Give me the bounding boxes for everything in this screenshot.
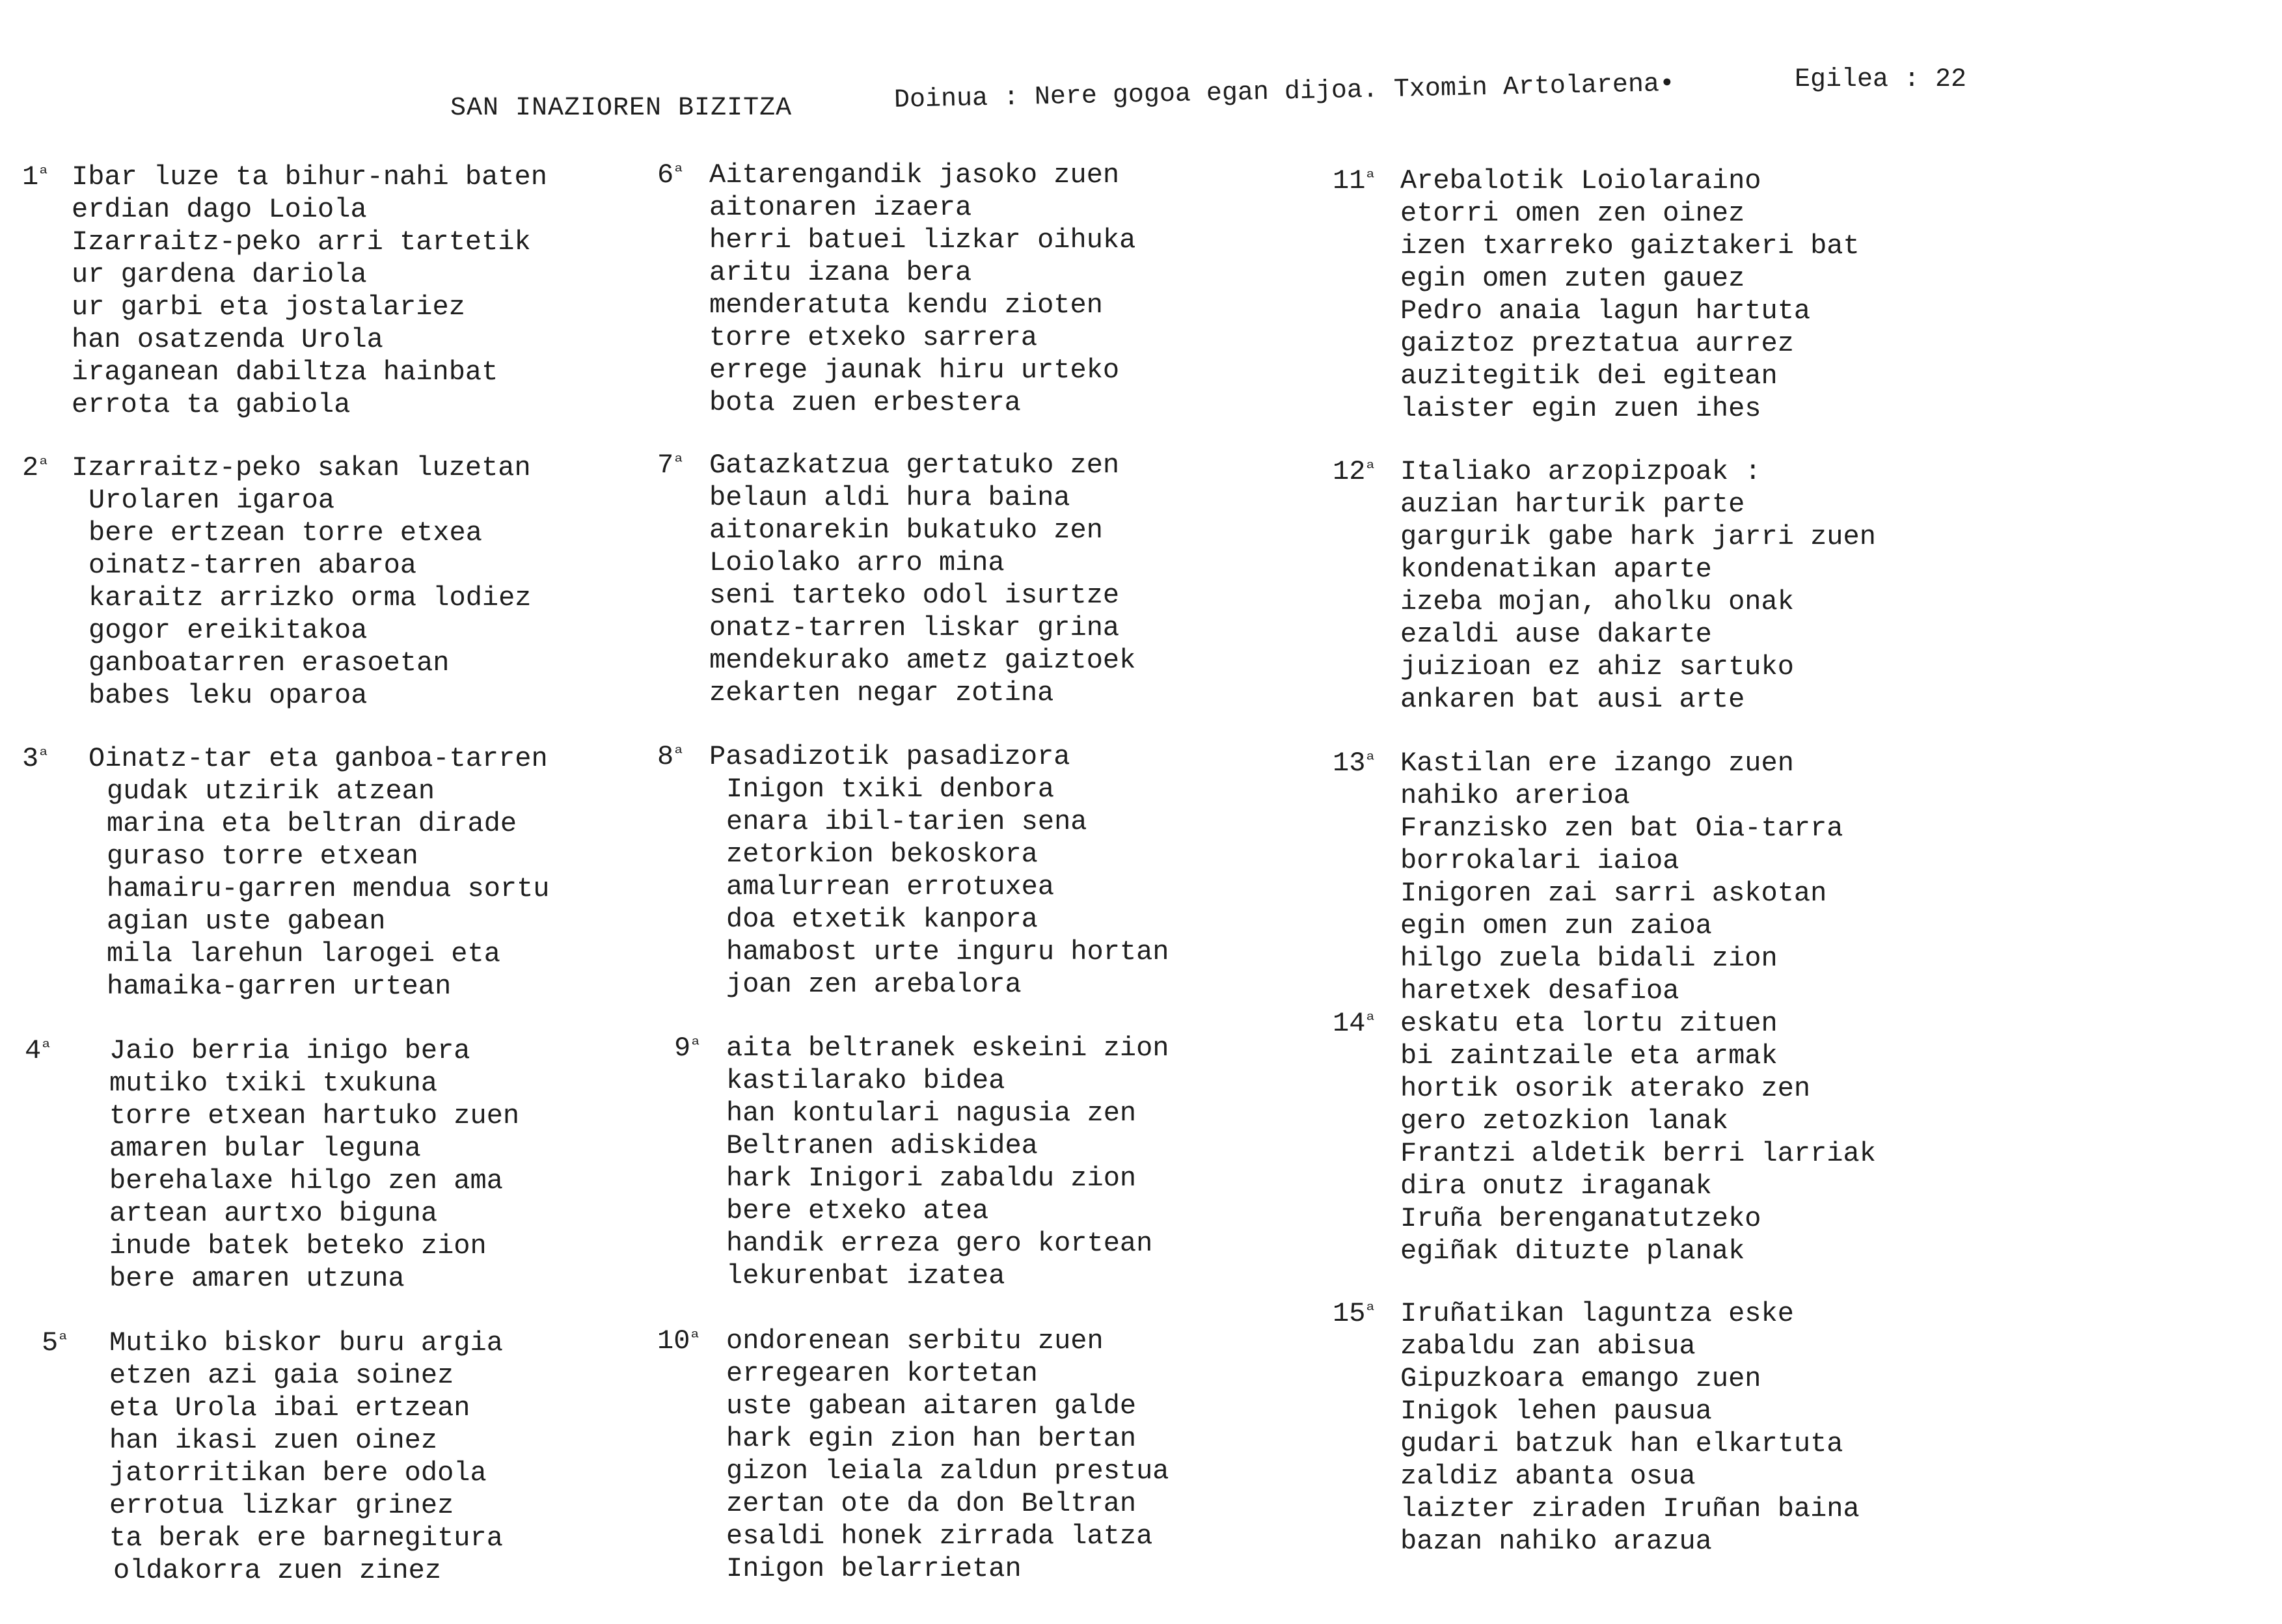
verse-line: inude batek beteko zion (109, 1230, 487, 1262)
verse-line: Mutiko biskor buru argia (109, 1327, 503, 1359)
verse-line: doa etxetik kanpora (726, 904, 1038, 935)
verse-line: ankaren bat ausi arte (1400, 684, 1745, 715)
verse-line: esaldi honek zirrada latza (726, 1521, 1153, 1552)
verse-line: hortik osorik aterako zen (1400, 1073, 1811, 1104)
stanza-number: $8^ª$ (657, 741, 684, 772)
verse-line: seni tarteko odol isurtze (709, 580, 1120, 611)
verse-line: aita beltranek eskeini zion (726, 1033, 1169, 1064)
stanza-number: $4^ª$ (25, 1035, 51, 1066)
verse-line: eskatu eta lortu zituen (1400, 1008, 1778, 1039)
verse-line: Oinatz-tar eta ganboa-tarren (88, 743, 548, 774)
stanza-lines (1400, 1007, 1876, 1267)
verse-line: onatz-tarren liskar grina (709, 612, 1120, 643)
stanza-number: $13^ª$ (1333, 748, 1376, 779)
page-header (0, 62, 2282, 141)
verse-line: mutiko txiki txukuna (109, 1068, 438, 1099)
verse-line: amaren bular leguna (109, 1133, 421, 1164)
verse-line: etzen azi gaia soinez (109, 1360, 454, 1391)
verse-line: Izarraitz-peko arri tartetik (72, 226, 531, 258)
stanza-number: $10^ª$ (657, 1325, 701, 1357)
verse-line: bi zaintzaile eta armak (1400, 1040, 1778, 1072)
stanza-lines (88, 742, 550, 1003)
verse-line: gero zetozkion lanak (1400, 1105, 1729, 1137)
verse-line: ondorenean serbitu zuen (726, 1325, 1104, 1357)
verse-line: errotua lizkar grinez (109, 1490, 454, 1521)
stanza-number: $9^ª$ (674, 1033, 701, 1064)
verse-line: artean aurtxo biguna (109, 1198, 438, 1229)
verse-line: Inigon txiki denbora (726, 774, 1055, 805)
verse-line: hamairu-garren mendua sortu (107, 873, 550, 904)
author-page-number: Egilea : 22 (1795, 65, 1967, 94)
verse-line: egin omen zun zaioa (1400, 910, 1712, 941)
verse-line: han osatzenda Urola (72, 324, 383, 355)
verse-line: bere amaren utzuna (109, 1263, 405, 1294)
verse-line: zekarten negar zotina (709, 677, 1054, 709)
verse-line: bota zuen erbestera (709, 387, 1021, 418)
verse-line: Izarraitz-peko sakan luzetan (72, 452, 531, 483)
verse-line: berehalaxe hilgo zen ama (109, 1165, 503, 1197)
verse-line: Inigon belarrietan (726, 1553, 1022, 1584)
verse-line: Ibar luze ta bihur-nahi baten (72, 161, 547, 193)
verse-line: oinatz-tarren abaroa (88, 550, 417, 581)
verse-line: hamabost urte inguru hortan (726, 936, 1169, 968)
stanza-number: $7^ª$ (657, 450, 684, 481)
verse-line: uste gabean aitaren galde (726, 1390, 1137, 1422)
verse-line: amalurrean errotuxea (726, 871, 1055, 902)
stanza-lines (72, 452, 532, 712)
verse-line: herri batuei lizkar oihuka (709, 224, 1136, 256)
verse-line: izen txarreko gaiztakeri bat (1400, 230, 1860, 262)
verse-line: torre etxeko sarrera (709, 322, 1038, 353)
verse-line: izeba mojan, aholku onak (1400, 586, 1794, 617)
verse-line: etorri omen zen oinez (1400, 198, 1745, 229)
verse-line: iraganean dabiltza hainbat (72, 357, 498, 388)
verse-line: torre etxean hartuko zuen (109, 1100, 520, 1131)
verse-line: Aitarengandik jasoko zuen (709, 159, 1120, 191)
verse-line: zaldiz abanta osua (1400, 1461, 1696, 1492)
verse-line: han ikasi zuen oinez (109, 1425, 438, 1456)
verse-line: Pedro anaia lagun hartuta (1400, 295, 1811, 327)
verse-line: kondenatikan aparte (1400, 554, 1712, 585)
verse-line: Gipuzkoara emango zuen (1400, 1363, 1761, 1394)
stanza-lines (726, 1032, 1169, 1292)
verse-line: Frantzi aldetik berri larriak (1400, 1138, 1876, 1169)
stanza-number: $15^ª$ (1333, 1298, 1376, 1329)
verse-line: Pasadizotik pasadizora (709, 741, 1070, 772)
verse-line: juizioan ez ahiz sartuko (1400, 651, 1794, 683)
verse-line: eta Urola ibai ertzean (109, 1392, 470, 1424)
stanza-lines (1400, 747, 1843, 1007)
verse-line: zabaldu zan abisua (1400, 1331, 1696, 1362)
verse-line: menderatuta kendu zioten (709, 290, 1103, 321)
poem-title: SAN INAZIOREN BIZITZA (450, 94, 793, 123)
stanza-lines (1400, 455, 1876, 716)
verse-line: gargurik gabe hark jarri zuen (1400, 521, 1876, 552)
verse-line: Beltranen adiskidea (726, 1130, 1038, 1161)
verse-line: zetorkion bekoskora (726, 839, 1038, 870)
verse-line: bere etxeko atea (726, 1195, 989, 1226)
verse-line: hark egin zion han bertan (726, 1423, 1137, 1454)
verse-line: gogor ereikitakoa (88, 615, 368, 646)
stanza-lines (72, 161, 547, 421)
verse-line: guraso torre etxean (107, 841, 418, 872)
verse-line: Italiako arzopizpoak : (1400, 456, 1761, 487)
stanza-lines (1400, 1297, 1860, 1558)
verse-line: bazan nahiko arazua (1400, 1526, 1712, 1557)
verse-line: erdian dago Loiola (72, 194, 367, 225)
verse-line: han kontulari nagusia zen (726, 1098, 1137, 1129)
verse-line: mila larehun larogei eta (107, 938, 500, 969)
verse-line: ganboatarren erasoetan (88, 647, 450, 679)
verse-line: gudak utzirik atzean (107, 776, 435, 807)
verse-line: bere ertzean torre etxea (88, 517, 482, 548)
verse-line: Franzisko zen bat Oia-tarra (1400, 813, 1843, 844)
verse-line: auzitegitik dei egitean (1400, 360, 1778, 392)
stanza-number: $6^ª$ (657, 159, 684, 191)
verse-line: zertan ote da don Beltran (726, 1488, 1137, 1519)
verse-line: ur gardena dariola (72, 259, 367, 290)
verse-line: gizon leiala zaldun prestua (726, 1455, 1169, 1487)
verse-line: borrokalari iaioa (1400, 845, 1679, 876)
stanza-number: $12^ª$ (1333, 456, 1376, 487)
stanza-lines (726, 1325, 1169, 1585)
verse-line: erregearen kortetan (726, 1358, 1038, 1389)
stanza-lines (709, 740, 1169, 1001)
stanza-lines (709, 449, 1135, 709)
stanza-number: $3^ª$ (22, 743, 49, 774)
verse-line: Inigok lehen pausua (1400, 1396, 1712, 1427)
stanza-number: $14^ª$ (1333, 1008, 1376, 1039)
verse-line: mendekurako ametz gaiztoek (709, 645, 1136, 676)
verse-line: ezaldi ause dakarte (1400, 619, 1712, 650)
verse-line: Jaio berria inigo bera (109, 1035, 470, 1066)
verse-line: dira onutz iraganak (1400, 1171, 1712, 1202)
verse-line: belaun aldi hura baina (709, 482, 1070, 513)
stanza-number: $2^ª$ (22, 452, 49, 483)
verse-line: gudari batzuk han elkartuta (1400, 1428, 1843, 1459)
verse-line: haretxek desafioa (1400, 975, 1679, 1007)
stanza-lines (709, 159, 1135, 419)
verse-line: agian uste gabean (107, 906, 386, 937)
verse-line: Kastilan ere izango zuen (1400, 748, 1794, 779)
verse-line: errota ta gabiola (72, 389, 351, 420)
verse-line: ta berak ere barnegitura (109, 1522, 503, 1554)
verse-line: laister egin zuen ihes (1400, 393, 1761, 424)
verse-line: joan zen arebalora (726, 969, 1022, 1000)
verse-line: Inigoren zai sarri askotan (1400, 878, 1827, 909)
verse-line: Loiolako arro mina (709, 547, 1005, 578)
verse-line: egin omen zuten gauez (1400, 263, 1745, 294)
verse-line: ur garbi eta jostalariez (72, 291, 465, 323)
verse-line: auzian harturik parte (1400, 489, 1745, 520)
verse-line: hilgo zuela bidali zion (1400, 943, 1778, 974)
verse-line: jatorritikan bere odola (109, 1457, 487, 1489)
verse-line: enara ibil-tarien sena (726, 806, 1087, 837)
verse-line: laizter ziraden Iruñan baina (1400, 1493, 1860, 1524)
verse-line: errege jaunak hiru urteko (709, 355, 1120, 386)
verse-line: oldakorra zuen zinez (113, 1555, 442, 1586)
stanza-number: $1^ª$ (22, 161, 49, 193)
stanza-lines (109, 1327, 503, 1587)
verse-line: hark Inigori zabaldu zion (726, 1163, 1137, 1194)
verse-line: Gatazkatzua gertatuko zen (709, 450, 1120, 481)
verse-line: Iruñatikan laguntza eske (1400, 1298, 1794, 1329)
verse-line: marina eta beltran dirade (107, 808, 517, 839)
verse-line: handik erreza gero kortean (726, 1228, 1153, 1259)
stanza-lines (1400, 165, 1860, 425)
verse-line: nahiko arerioa (1400, 780, 1630, 811)
verse-line: hamaika-garren urtean (107, 971, 452, 1002)
verse-line: egiñak dituzte planak (1400, 1236, 1745, 1267)
verse-line: lekurenbat izatea (726, 1260, 1005, 1292)
stanza-lines (109, 1035, 519, 1295)
verse-line: karaitz arrizko orma lodiez (88, 582, 532, 614)
stanza-number: $5^ª$ (42, 1327, 68, 1359)
verse-line: babes leku oparoa (88, 680, 368, 711)
verse-line: Arebalotik Loiolaraino (1400, 165, 1761, 196)
verse-line: aritu izana bera (709, 257, 972, 288)
verse-line: kastilarako bidea (726, 1065, 1005, 1096)
verse-line: aitonarekin bukatuko zen (709, 515, 1103, 546)
verse-line: Urolaren igaroa (88, 485, 335, 516)
verse-line: gaiztoz preztatua aurrez (1400, 328, 1794, 359)
verse-line: aitonaren izaera (709, 192, 972, 223)
verse-line: Iruña berenganatutzeko (1400, 1203, 1761, 1234)
melody-note: Doinua : Nere gogoa egan dijoa. Txomin Artolarena• (893, 69, 1676, 115)
stanza-number: $11^ª$ (1333, 165, 1376, 196)
